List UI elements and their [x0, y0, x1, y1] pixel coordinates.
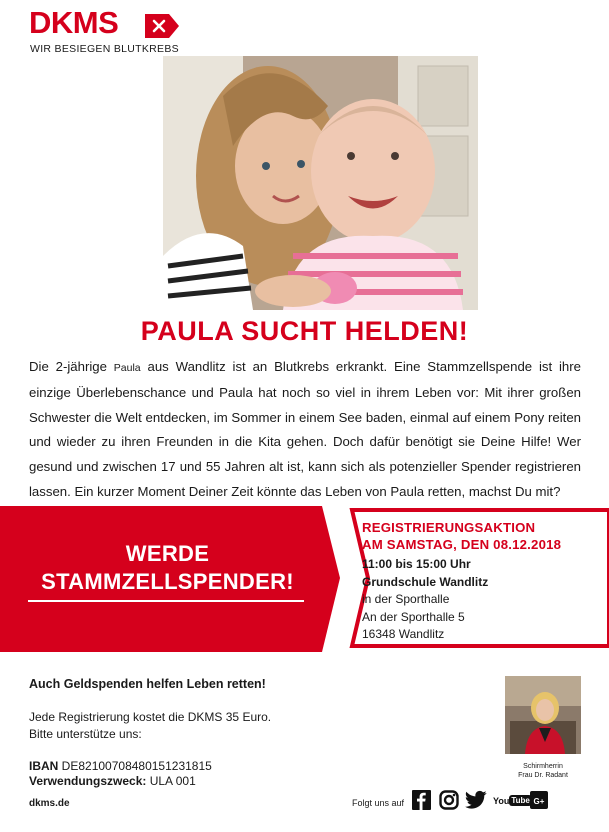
intro-paragraph: [29, 355, 581, 505]
cta-line-1: WERDE: [125, 541, 210, 566]
intro-part1: Die 2-jährige: [29, 359, 114, 374]
youtube-tube-text: Tube: [511, 796, 530, 806]
donation-cost-line: Jede Registrierung kostet die DKMS 35 Euro.: [29, 710, 272, 724]
youtube-you-text: You: [493, 795, 510, 806]
facebook-icon[interactable]: [412, 790, 431, 810]
event-title-2: AM SAMSTAG, DEN 08.12.2018: [362, 537, 562, 552]
purpose-line: [29, 774, 196, 788]
hero-photo-sisters: [163, 56, 478, 310]
youtube-icon[interactable]: [493, 792, 530, 812]
iban-value: DE82100708480151231815: [58, 759, 212, 773]
intro-name: Paula: [113, 362, 141, 374]
iban-line: [29, 759, 212, 773]
website-link[interactable]: dkms.de: [29, 798, 70, 809]
purpose-value: ULA 001: [146, 774, 196, 788]
patron-caption-role: Schirmherrin: [523, 763, 563, 770]
logo-tagline: WIR BESIEGEN BLUTKREBS: [30, 43, 179, 55]
event-city: 16348 Wandlitz: [362, 627, 445, 641]
event-time: 11:00 bis 15:00 Uhr: [362, 557, 471, 571]
event-details: [362, 519, 602, 644]
twitter-icon[interactable]: [465, 790, 487, 810]
patron-caption: [484, 762, 602, 780]
cta-become-donor[interactable]: [0, 540, 335, 596]
event-room: in der Sporthalle: [362, 592, 450, 606]
event-street: An der Sporthalle 5: [362, 609, 465, 624]
donation-title: Auch Geldspenden helfen Leben retten!: [29, 677, 266, 691]
iban-label: IBAN: [29, 759, 59, 773]
cta-underline: [28, 600, 304, 602]
event-venue: Grundschule Wandlitz: [362, 574, 489, 589]
event-title-1: REGISTRIERUNGSAKTION: [362, 520, 536, 535]
cta-line-2: STAMMZELLSPENDER!: [41, 569, 294, 594]
follow-us-label: Folgt uns auf: [352, 798, 405, 808]
logo-x-icon: [145, 14, 179, 38]
logo-wordmark: DKMS: [29, 5, 119, 40]
donation-request-line: Bitte unterstütze uns:: [29, 727, 142, 741]
patron-caption-name: Frau Dr. Radant: [518, 772, 568, 779]
patron-photo: [505, 676, 581, 754]
google-plus-text: G+: [533, 797, 545, 806]
dkms-logo[interactable]: [29, 5, 189, 55]
headline: PAULA SUCHT HELDEN!: [140, 316, 469, 346]
instagram-icon[interactable]: [439, 790, 459, 810]
purpose-label: Verwendungszweck:: [29, 774, 147, 788]
intro-part2: aus Wandlitz ist an Blutkrebs erkrankt. Eine Stammzellspende ist ihre einzige Überlebenschance und Paula hat noch so viel in ihrem Leben vor: Mit ihrer großen Schwester die Welt entdecken, im Sommer in einem See baden, einmal auf einem Pony reiten und wieder zu ihren Freunden in die Kita gehen. Doch dafür benötigt sie Deine Hilfe! Wer gesund und zwischen 17 und 55 Jahren alt ist, kann sich als potenzieller Spender registrieren lassen. Ein kurzer Moment Deiner Zeit könnte das Leben von Paula retten, machst Du mit?: [29, 359, 581, 499]
google-plus-icon[interactable]: [530, 791, 548, 809]
